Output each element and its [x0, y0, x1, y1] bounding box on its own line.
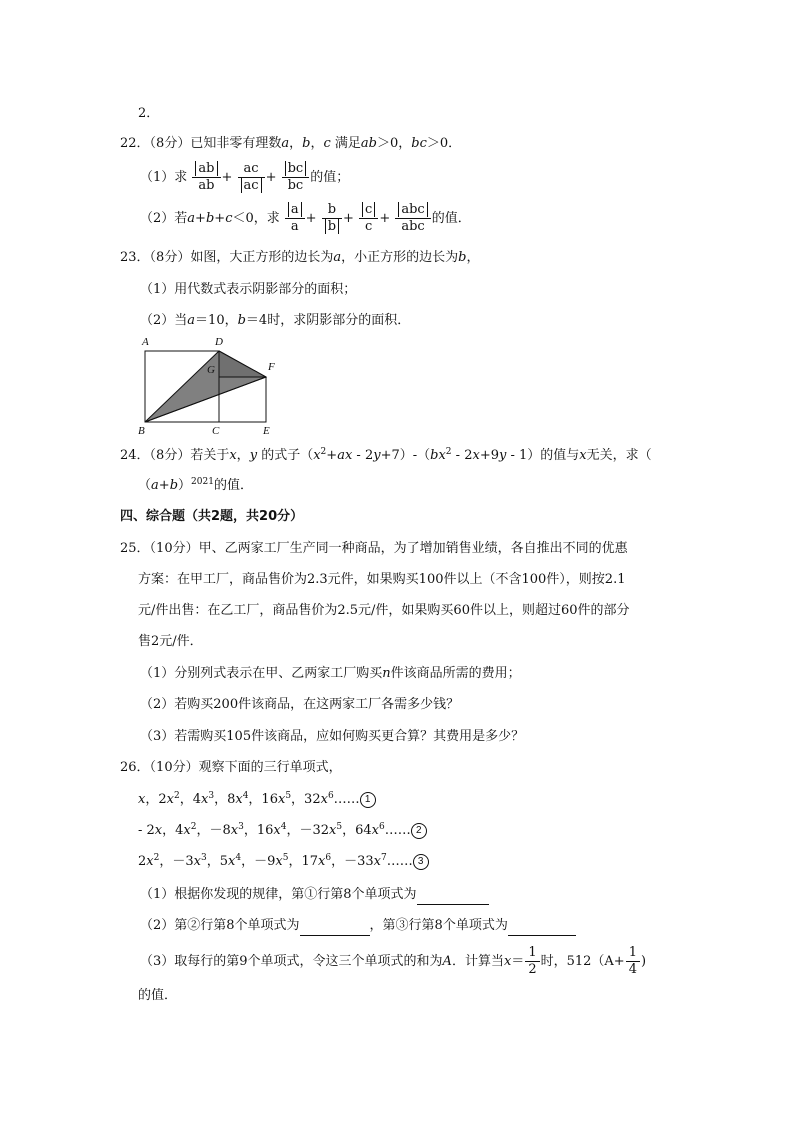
question-26-part-3: （3）取每行的第9个单项式，令这三个单项式的和为A．计算当x＝ $\frac{1}{2}$ 时，512（A+ $\frac{1}{4}$ ): [140, 945, 647, 977]
question-22-part-2: （2）若a+b+c＜0，求 $\frac{a}{a}$ + $\frac{b}{b}$ + $\frac{c}{c}$ + $\frac{\text{abc}}{\text{abc}}$ 的值．: [140, 202, 471, 234]
question-24: 24．（8分）若关于x，y 的式子$(x^2+ax - 2y+7)-(bx^2 - 2x+9y - 1)$的值与x无关，求（: [120, 447, 652, 463]
question-26-part-2: （2）第②行第8个单项式为 ，第③行第8个单项式为: [140, 916, 576, 936]
question-23: 23．（8分）如图，大正方形的边长为a，小正方形的边长为b，: [120, 250, 480, 265]
label-G: G: [207, 364, 215, 376]
question-26: 26．（10分）观察下面的三行单项式，: [120, 760, 342, 775]
label-A: A: [142, 336, 149, 348]
question-26-part-1: （1）根据你发现的规律，第①行第8个单项式为: [140, 885, 489, 905]
question-26-end: 的值．: [138, 988, 178, 1003]
question-22: 22．（8分）已知非零有理数a，b，c 满足ab＞0，bc＞0．: [120, 136, 462, 151]
question-25-part-2: （2）若购买200件该商品，在这两家工厂各需多少钱？: [140, 697, 460, 712]
question-25-line-2: 方案：在甲工厂，商品售价为2.3元件，如果购买100件以上（不含100件），则按2.1: [138, 572, 626, 587]
sequence-row-1: x，$2x^2$，$4x^3$，$8x^4$，$16x^5$，$32x^6\dots\dots$ 1: [138, 790, 376, 810]
question-23-part-1: （1）用代数式表示阴影部分的面积；: [140, 282, 357, 297]
label-D: D: [215, 336, 223, 348]
label-E: E: [263, 425, 270, 437]
label-B: B: [138, 425, 145, 437]
question-25-part-3: （3）若需购买105件该商品，应如何购买更合算？其费用是多少？: [140, 729, 525, 744]
question-22-part-1: （1）求 $\frac{ab}{ab}$ + $\frac{ac}{ac}$ + $\frac{bc}{bc}$ 的值；: [140, 161, 350, 193]
section-4-heading: 四、综合题（共2题，共20分）: [120, 509, 304, 524]
geometry-figure: [130, 330, 290, 440]
question-23-part-2: （2）当a＝10，b＝4时，求阴影部分的面积．: [140, 313, 411, 328]
question-25-line-4: 售2元/件．: [138, 634, 203, 649]
sequence-row-2: - 2x，$4x^2$，$-8x^3$，$16x^4$，$-32x^5$，$64x^6\dots\dots$ 2: [138, 821, 427, 841]
question-25-line-1: 25．（10分）甲、乙两家工厂生产同一种商品，为了增加销售业绩，各自推出不同的优惠: [120, 541, 628, 556]
label-C: C: [212, 425, 220, 437]
sequence-row-3: $2x^2$，$-3x^3$，$5x^4$，$-9x^5$，$17x^6$，$-33x^7\dots\dots$ 3: [138, 852, 429, 872]
line-2: 2．: [138, 106, 160, 121]
question-25-part-1: （1）分别列式表示在甲、乙两家工厂购买n件该商品所需的费用；: [140, 666, 521, 681]
shaded-triangle: [145, 351, 266, 422]
question-25-line-3: 元/件出售：在乙工厂，商品售价为2.5元/件，如果购买60件以上，则超过60件的部分: [138, 603, 630, 618]
question-24-line-2: $(a+b)^{2021}$的值．: [138, 477, 253, 493]
label-F: F: [268, 361, 275, 373]
